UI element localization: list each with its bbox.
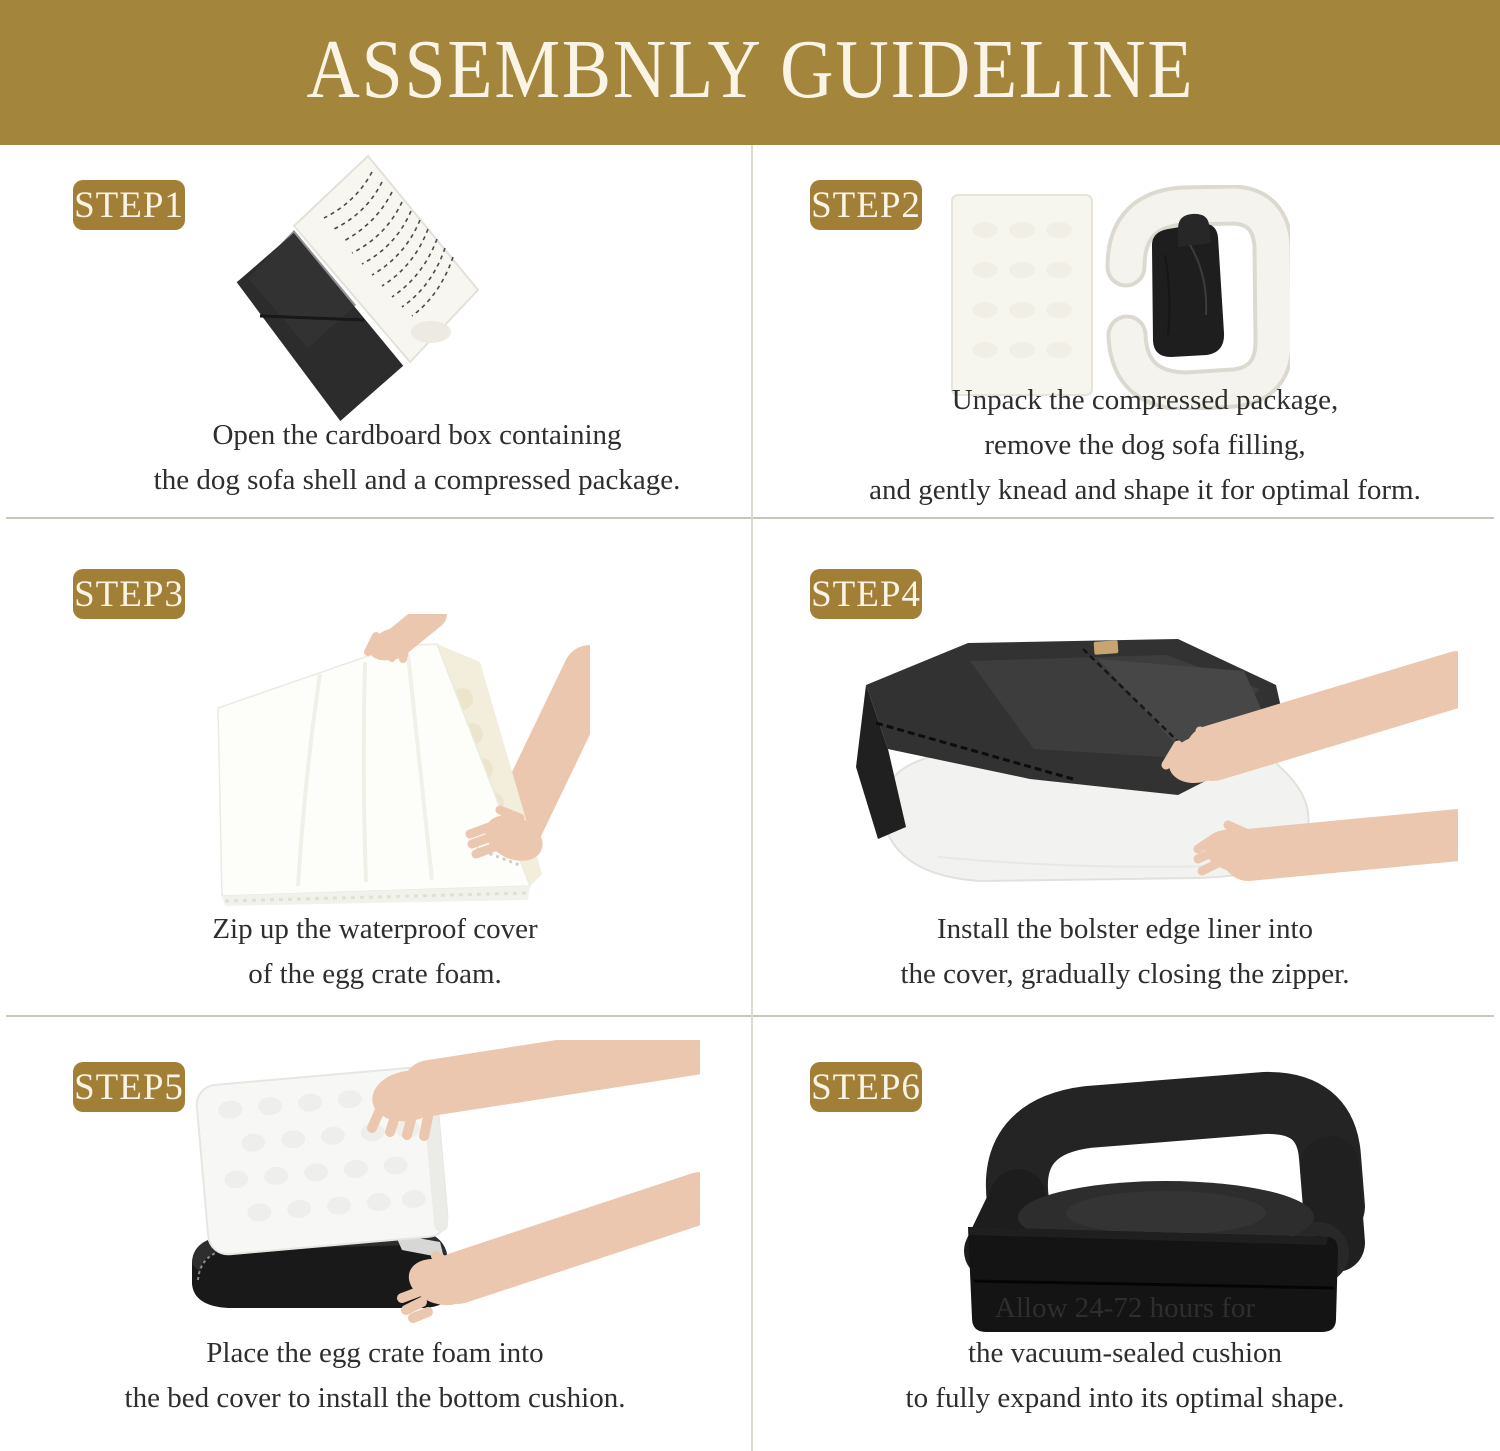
egg-crate-foam-image: [140, 1040, 700, 1330]
step4-badge: STEP4: [810, 569, 922, 619]
caption-line: Place the egg crate foam into: [206, 1337, 544, 1369]
caption-line: the bed cover to install the bottom cushion.: [124, 1382, 626, 1414]
step2-illustration: [940, 185, 1290, 410]
right-arm: [516, 672, 590, 826]
step3-caption: [0, 907, 750, 997]
unpacked-filling-image: [940, 185, 1290, 410]
step5-caption: [0, 1331, 750, 1421]
step3-illustration: [170, 614, 590, 909]
step5-illustration: [140, 1040, 700, 1330]
header-banner: [0, 0, 1500, 145]
step6-caption: [750, 1286, 1500, 1421]
step6-badge: STEP6: [810, 1062, 922, 1112]
step1-panel: [0, 145, 750, 517]
step1-caption: [42, 413, 792, 503]
step3-panel: [0, 519, 750, 1015]
step3-badge: STEP3: [73, 569, 185, 619]
step4-panel: [750, 519, 1500, 1015]
black-back-cushion: [1152, 214, 1224, 357]
bolster-liner-image: [848, 627, 1458, 897]
cardboard-box-contents-image: [206, 150, 526, 440]
quilted-foam-pad: [952, 195, 1092, 395]
caption-line: the vacuum-sealed cushion: [967, 1337, 1283, 1369]
step5-badge: STEP5: [73, 1062, 185, 1112]
step2-panel: [750, 145, 1500, 517]
lower-arm-hand: [1198, 824, 1458, 878]
caption-line: and gently knead and shape it for optimal form.: [869, 474, 1421, 506]
caption-line: Install the bolster edge liner into: [936, 913, 1314, 945]
step6-panel: [750, 1017, 1500, 1451]
caption-line: of the egg crate foam.: [248, 958, 502, 990]
page-title: ASSEMBNLY GUIDELINE: [306, 22, 1194, 116]
caption-line: remove the dog sofa filling,: [984, 429, 1306, 461]
step1-illustration: [206, 150, 526, 440]
step1-badge: STEP1: [73, 180, 185, 230]
caption-line: the dog sofa shell and a compressed package.: [153, 464, 681, 496]
step2-caption: [770, 378, 1500, 513]
caption-line: to fully expand into its optimal shape.: [905, 1382, 1345, 1414]
step4-caption: [750, 907, 1500, 997]
caption-line: the cover, gradually closing the zipper.: [900, 958, 1350, 990]
brand-tag: [1094, 640, 1119, 655]
caption-line: Allow 24-72 hours for: [994, 1292, 1256, 1324]
zip-cover-image: [170, 614, 590, 909]
step5-panel: [0, 1017, 750, 1451]
caption-line: Open the cardboard box containing: [212, 419, 622, 451]
step4-illustration: [848, 627, 1458, 897]
caption-line: Zip up the waterproof cover: [212, 913, 538, 945]
step2-badge: STEP2: [810, 180, 922, 230]
caption-line: Unpack the compressed package,: [951, 384, 1339, 416]
